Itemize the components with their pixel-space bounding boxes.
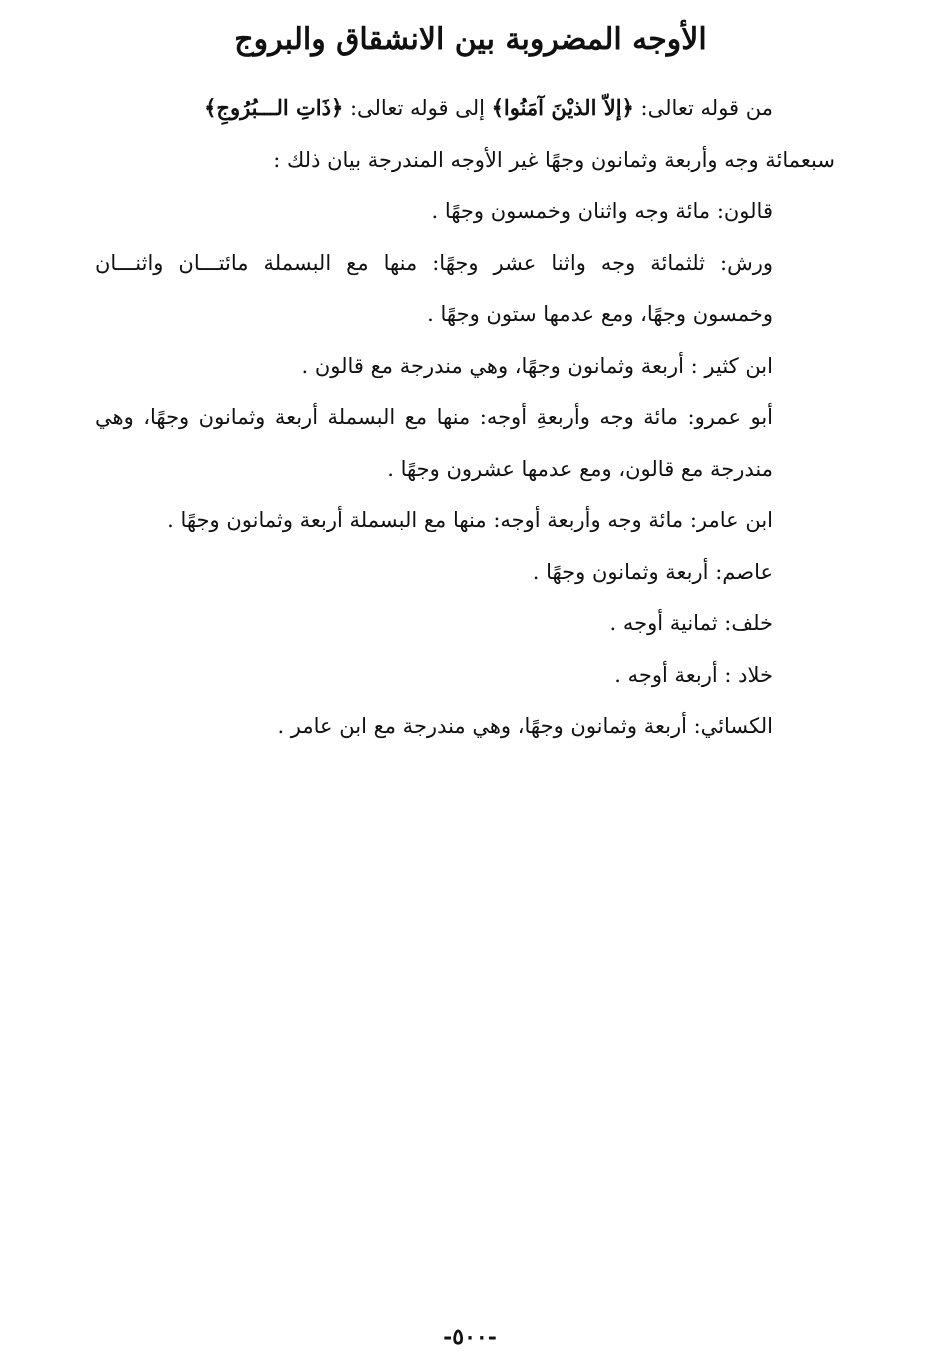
reader-name: عاصم:	[715, 559, 773, 584]
reader-ibn-kathir	[95, 341, 835, 393]
page-title: الأوجه المضروبة بين الانشقاق والبروج	[234, 22, 707, 57]
reader-abu-amr	[95, 392, 835, 495]
reader-text: ثمانية أوجه .	[609, 611, 725, 635]
intro-continuation: سبعمائة وجه وأربعة وثمانون وجهًا غير الأوجه المندرجة بيان ذلك :	[273, 147, 835, 172]
reader-warsh	[95, 238, 835, 341]
reader-khallad	[95, 650, 835, 702]
reader-qalun	[95, 186, 835, 238]
verse-end: ﴿ذَاتِ الـــبُرُوجِ﴾	[204, 95, 344, 120]
reader-name: الكسائي:	[693, 714, 773, 738]
reader-text: أربعة وثمانون وجهًا، وهي مندرجة مع قالون .	[301, 353, 691, 378]
reader-khalaf	[95, 598, 835, 650]
reader-text: أربعة وثمانون وجهًا .	[532, 559, 716, 584]
reader-name: خلاد :	[724, 662, 773, 687]
reader-name: ابن كثير :	[690, 353, 773, 378]
reader-name: خلف:	[724, 611, 773, 635]
reader-text: مائة وجه وأربعة أوجه: منها مع البسملة أربعة وثمانون وجهًا .	[167, 508, 690, 532]
page-number: -٥٠٠-	[443, 1324, 497, 1350]
verse-start: ﴿إلاّ الذيْنَ آمَنُوا﴾	[491, 95, 634, 120]
reader-name: ابن عامر:	[689, 508, 773, 532]
reader-ibn-amir	[95, 495, 835, 547]
reader-text: أربعة أوجه .	[614, 662, 725, 687]
reader-name: ورش:	[720, 250, 773, 275]
reader-kisai	[95, 701, 835, 753]
reader-text: مائة وجه وأربعةِ أوجه: منها مع البسملة أربعة وثمانون وجهًا، وهي مندرجة مع قالون، ومع عدمها عشرون وجهًا .	[95, 405, 773, 481]
reader-text: مائة وجه واثنان وخمسون وجهًا .	[431, 199, 717, 223]
intro-paragraph	[95, 82, 835, 135]
reader-name: قالون:	[716, 199, 773, 223]
intro-prefix: من قوله تعالى:	[633, 96, 773, 120]
reader-asim	[95, 547, 835, 599]
reader-name: أبو عمرو:	[687, 405, 773, 429]
document-body	[95, 82, 835, 753]
intro-middle: إلى قوله تعالى:	[343, 96, 492, 120]
reader-text: ثلثمائة وجه واثنا عشر وجهًا: منها مع البسملة مائتـــان واثنـــان وخمسون وجهًا، ومع عدمها ستون وجهًا .	[95, 250, 773, 326]
reader-text: أربعة وثمانون وجهًا، وهي مندرجة مع ابن عامر .	[277, 714, 694, 738]
